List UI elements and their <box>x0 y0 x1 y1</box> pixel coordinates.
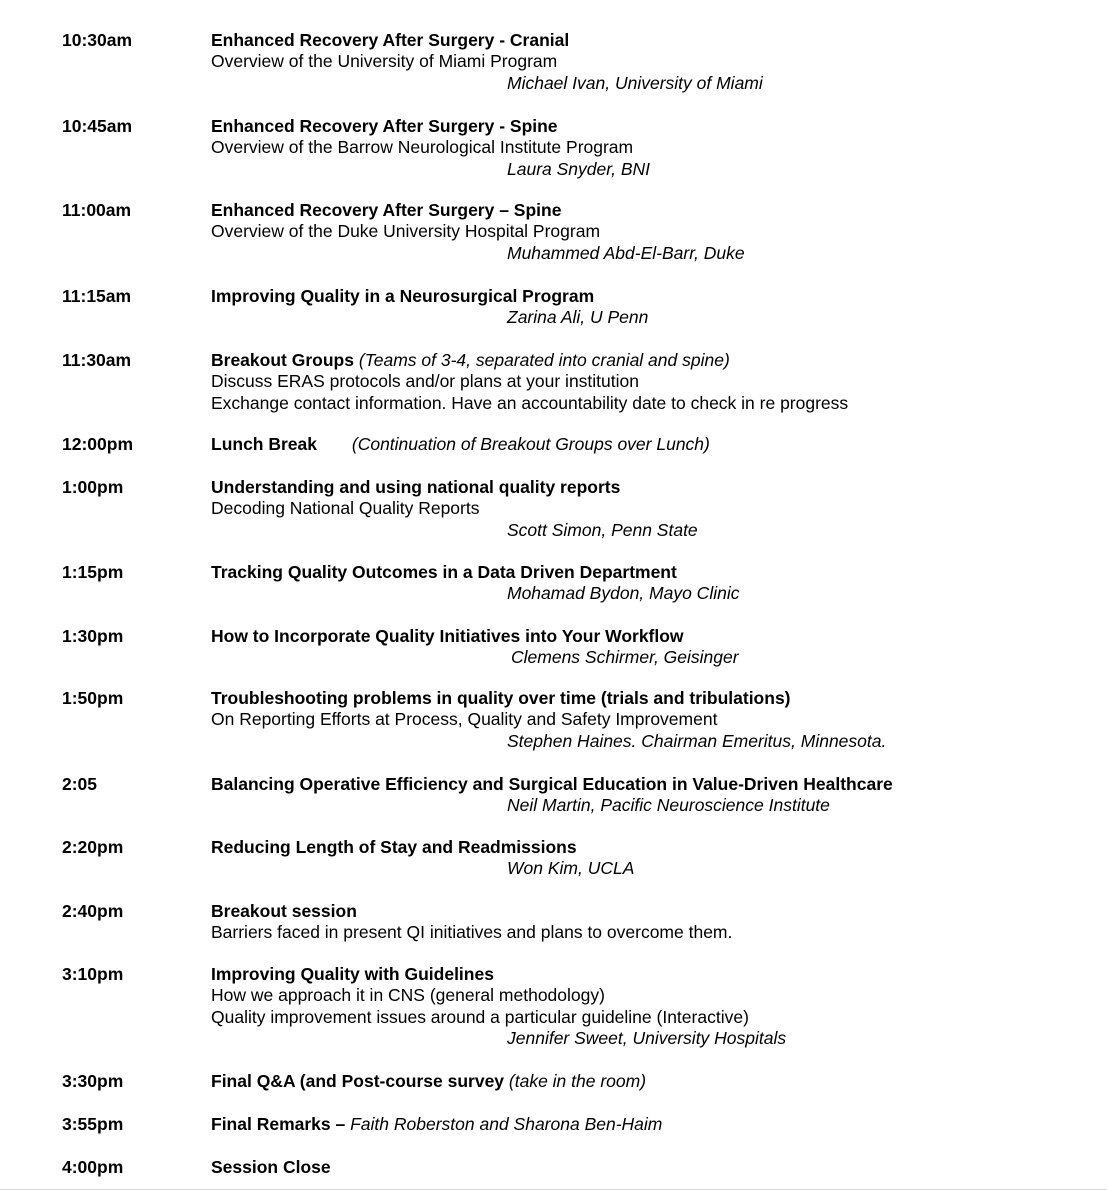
session-speaker: Michael Ivan, University of Miami <box>507 72 763 93</box>
session-title: Improving Quality with Guidelines <box>211 964 494 984</box>
session-note: (Continuation of Breakout Groups over Lunch) <box>351 434 710 454</box>
session-speaker: Laura Snyder, BNI <box>507 158 650 179</box>
session-speaker: Mohamad Bydon, Mayo Clinic <box>507 583 740 604</box>
session-title: Troubleshooting problems in quality over time (trials and tribulations) <box>211 688 791 708</box>
session-note: Faith Roberston and Sharona Ben-Haim <box>350 1114 663 1134</box>
session-description: On Reporting Efforts at Process, Quality and Safety Improvement <box>211 709 718 730</box>
session-time: 11:00am <box>62 200 132 220</box>
session-title: Final Remarks – <box>211 1114 346 1134</box>
session-title: Tracking Quality Outcomes in a Data Driven Department <box>211 562 677 582</box>
session-time: 1:50pm <box>62 688 124 708</box>
session-description: Exchange contact information. Have an accountability date to check in re progress <box>211 392 849 413</box>
session-description: How we approach it in CNS (general methodology) <box>211 985 605 1006</box>
session-title: Enhanced Recovery After Surgery - Spine <box>211 116 558 136</box>
session-title: How to Incorporate Quality Initiatives into Your Workflow <box>211 626 684 646</box>
session-speaker: Zarina Ali, U Penn <box>507 307 649 328</box>
session-time: 1:15pm <box>62 562 124 582</box>
session-description: Discuss ERAS protocols and/or plans at your institution <box>211 371 639 392</box>
session-time: 2:20pm <box>62 837 124 857</box>
session-time: 2:40pm <box>62 901 124 921</box>
session-title: Session Close <box>211 1157 331 1177</box>
session-title: Balancing Operative Efficiency and Surgical Education in Value-Driven Healthcare <box>211 774 893 794</box>
session-speaker: Stephen Haines. Chairman Emeritus, Minnesota. <box>507 730 887 751</box>
session-time: 1:30pm <box>62 626 124 646</box>
session-title: Improving Quality in a Neurosurgical Program <box>211 286 595 306</box>
session-speaker: Scott Simon, Penn State <box>507 519 698 540</box>
session-description: Decoding National Quality Reports <box>211 498 480 519</box>
session-time: 12:00pm <box>62 434 134 454</box>
session-time: 1:00pm <box>62 477 124 497</box>
session-note: (Teams of 3-4, separated into cranial and spine) <box>358 350 730 370</box>
session-speaker: Neil Martin, Pacific Neuroscience Institute <box>507 795 830 816</box>
session-description: Overview of the University of Miami Program <box>211 51 558 72</box>
session-description: Quality improvement issues around a particular guideline (Interactive) <box>211 1006 749 1027</box>
session-description: Overview of the Duke University Hospital Program <box>211 221 601 242</box>
session-time: 10:30am <box>62 30 133 50</box>
session-time: 3:55pm <box>62 1114 124 1134</box>
session-time: 2:05 <box>62 774 98 794</box>
session-title: Enhanced Recovery After Surgery – Spine <box>211 200 562 220</box>
session-description: Overview of the Barrow Neurological Institute Program <box>211 137 634 158</box>
session-title: Enhanced Recovery After Surgery - Cranial <box>211 30 570 50</box>
session-title: Final Q&A (and Post-course survey <box>211 1071 505 1091</box>
session-time: 4:00pm <box>62 1157 124 1177</box>
session-time: 11:30am <box>62 350 132 370</box>
session-time: 10:45am <box>62 116 133 136</box>
session-speaker: Jennifer Sweet, University Hospitals <box>507 1027 787 1048</box>
session-title: Reducing Length of Stay and Readmissions <box>211 837 577 857</box>
session-title: Breakout session <box>211 901 357 921</box>
session-speaker: Clemens Schirmer, Geisinger <box>511 647 739 668</box>
session-time: 3:10pm <box>62 964 124 984</box>
session-time: 11:15am <box>62 286 132 306</box>
session-title: Lunch Break <box>211 434 317 454</box>
session-time: 3:30pm <box>62 1071 124 1091</box>
session-speaker: Muhammed Abd-El-Barr, Duke <box>507 242 745 263</box>
session-speaker: Won Kim, UCLA <box>507 858 635 879</box>
session-title: Breakout Groups <box>211 350 354 370</box>
session-title: Understanding and using national quality reports <box>211 477 621 497</box>
session-description: Barriers faced in present QI initiatives and plans to overcome them. <box>211 922 733 943</box>
session-note: (take in the room) <box>508 1071 647 1091</box>
page-bottom-divider <box>0 1189 1107 1190</box>
